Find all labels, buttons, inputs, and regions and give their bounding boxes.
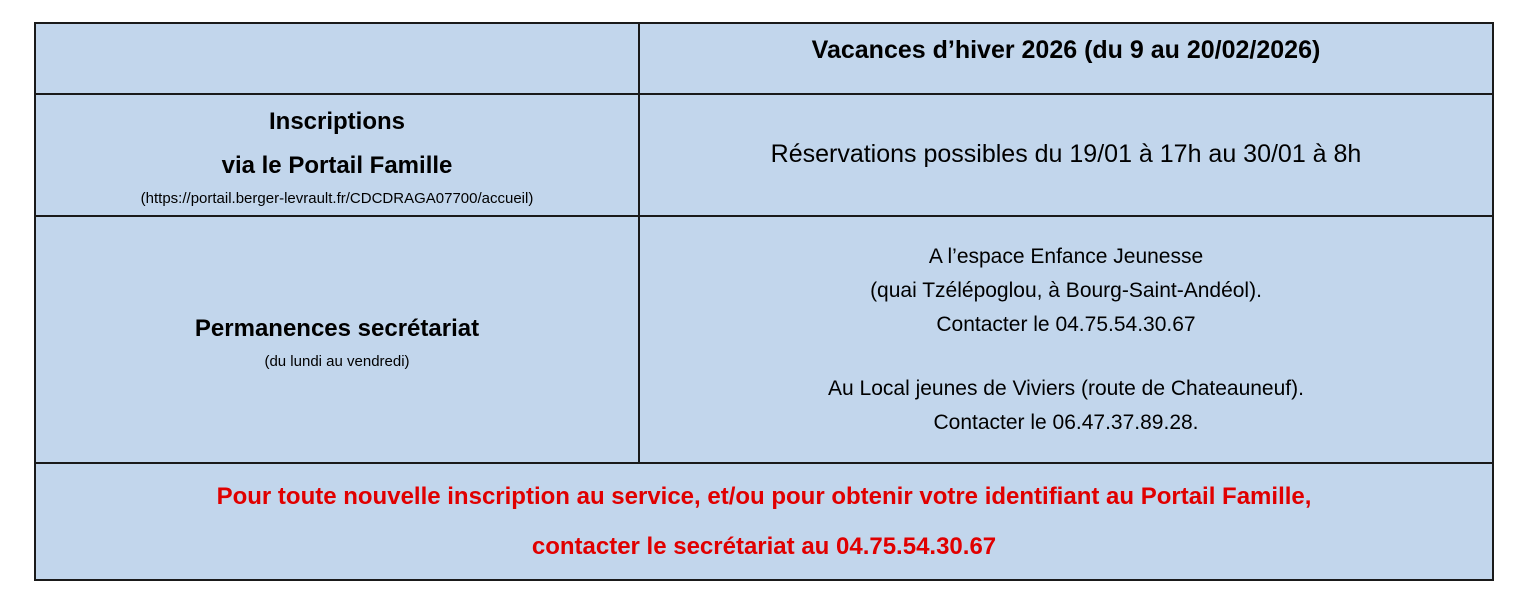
inscriptions-title: Inscriptions bbox=[268, 107, 406, 135]
location1-address: (quai Tzélépoglou, à Bourg-Saint-Andéol). bbox=[870, 278, 1262, 302]
permanences-title: Permanences secrétariat bbox=[194, 314, 480, 342]
reservation-dates: Réservations possibles du 19/01 à 17h au 30/01 à 8h bbox=[770, 140, 1362, 169]
header-row bbox=[35, 23, 1493, 94]
vacation-title: Vacances d’hiver 2026 (du 9 au 20/02/2026) bbox=[811, 35, 1321, 64]
portail-url: (https://portail.berger-levrault.fr/CDCDRAGA07700/accueil) bbox=[140, 189, 534, 207]
location2-name: Au Local jeunes de Viviers (route de Chateauneuf). bbox=[828, 376, 1304, 400]
notice-line-1: Pour toute nouvelle inscription au service, et/ou pour obtenir votre identifiant au Portail Famille, bbox=[216, 482, 1312, 510]
notice-row bbox=[35, 463, 1493, 580]
permanences-locations-cell bbox=[639, 216, 1493, 463]
header-title-cell bbox=[639, 23, 1493, 94]
permanences-subtitle: (du lundi au vendredi) bbox=[264, 352, 410, 370]
location1-name: A l’espace Enfance Jeunesse bbox=[928, 244, 1204, 268]
header-empty-cell bbox=[35, 23, 639, 94]
inscriptions-row bbox=[35, 94, 1493, 217]
notice-cell bbox=[35, 463, 1493, 580]
location1-contact: Contacter le 04.75.54.30.67 bbox=[936, 312, 1196, 336]
notice-line-2: contacter le secrétariat au 04.75.54.30.67 bbox=[531, 532, 997, 560]
info-table bbox=[34, 22, 1494, 581]
portail-famille-title: via le Portail Famille bbox=[221, 151, 453, 179]
location2-contact: Contacter le 06.47.37.89.28. bbox=[933, 410, 1199, 434]
inscriptions-label-cell bbox=[35, 94, 639, 217]
location-spacer bbox=[650, 342, 1482, 372]
permanences-row bbox=[35, 216, 1493, 463]
reservation-cell bbox=[639, 94, 1493, 217]
permanences-label-cell bbox=[35, 216, 639, 463]
